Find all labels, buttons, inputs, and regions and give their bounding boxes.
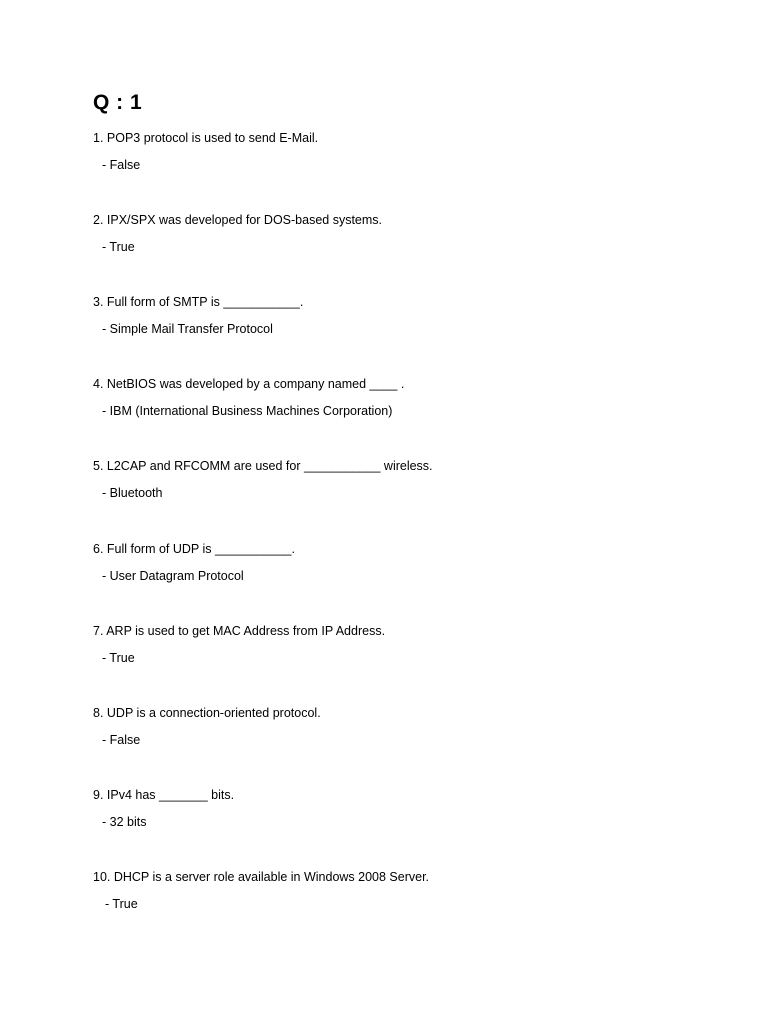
qa-item-8 [93,705,733,748]
answer-text: - IBM (International Business Machines Corporation) [102,404,393,418]
page-heading: Q : 1 [93,91,143,114]
qa-item-10 [93,869,733,912]
question-text: 8. UDP is a connection-oriented protocol. [93,706,321,720]
answer-text: - User Datagram Protocol [102,569,244,583]
answer-text: - True [105,897,138,911]
qa-item-6 [93,541,733,584]
question-text: 5. L2CAP and RFCOMM are used for ___________ wireless. [93,459,433,473]
qa-item-9 [93,787,733,830]
qa-item-7 [93,623,733,666]
question-text: 7. ARP is used to get MAC Address from IP Address. [93,624,386,638]
qa-item-4 [93,376,733,419]
answer-text: - True [102,651,135,665]
question-text: 4. NetBIOS was developed by a company named ____ . [93,377,405,391]
answer-text: - Simple Mail Transfer Protocol [102,322,273,336]
answer-text: - False [102,158,141,172]
answer-text: - Bluetooth [102,486,163,500]
qa-item-3 [93,294,733,337]
qa-item-5 [93,458,733,501]
answer-text: - False [102,733,141,747]
question-text: 2. IPX/SPX was developed for DOS-based systems. [93,213,383,227]
answer-text: - 32 bits [102,815,147,829]
qa-item-2 [93,212,733,255]
question-text: 9. IPv4 has _______ bits. [93,788,235,802]
question-text: 6. Full form of UDP is ___________. [93,542,295,556]
question-text: 1. POP3 protocol is used to send E-Mail. [93,131,319,145]
question-text: 10. DHCP is a server role available in Windows 2008 Server. [93,870,430,884]
qa-item-1 [93,130,733,173]
question-text: 3. Full form of SMTP is ___________. [93,295,304,309]
answer-text: - True [102,240,135,254]
